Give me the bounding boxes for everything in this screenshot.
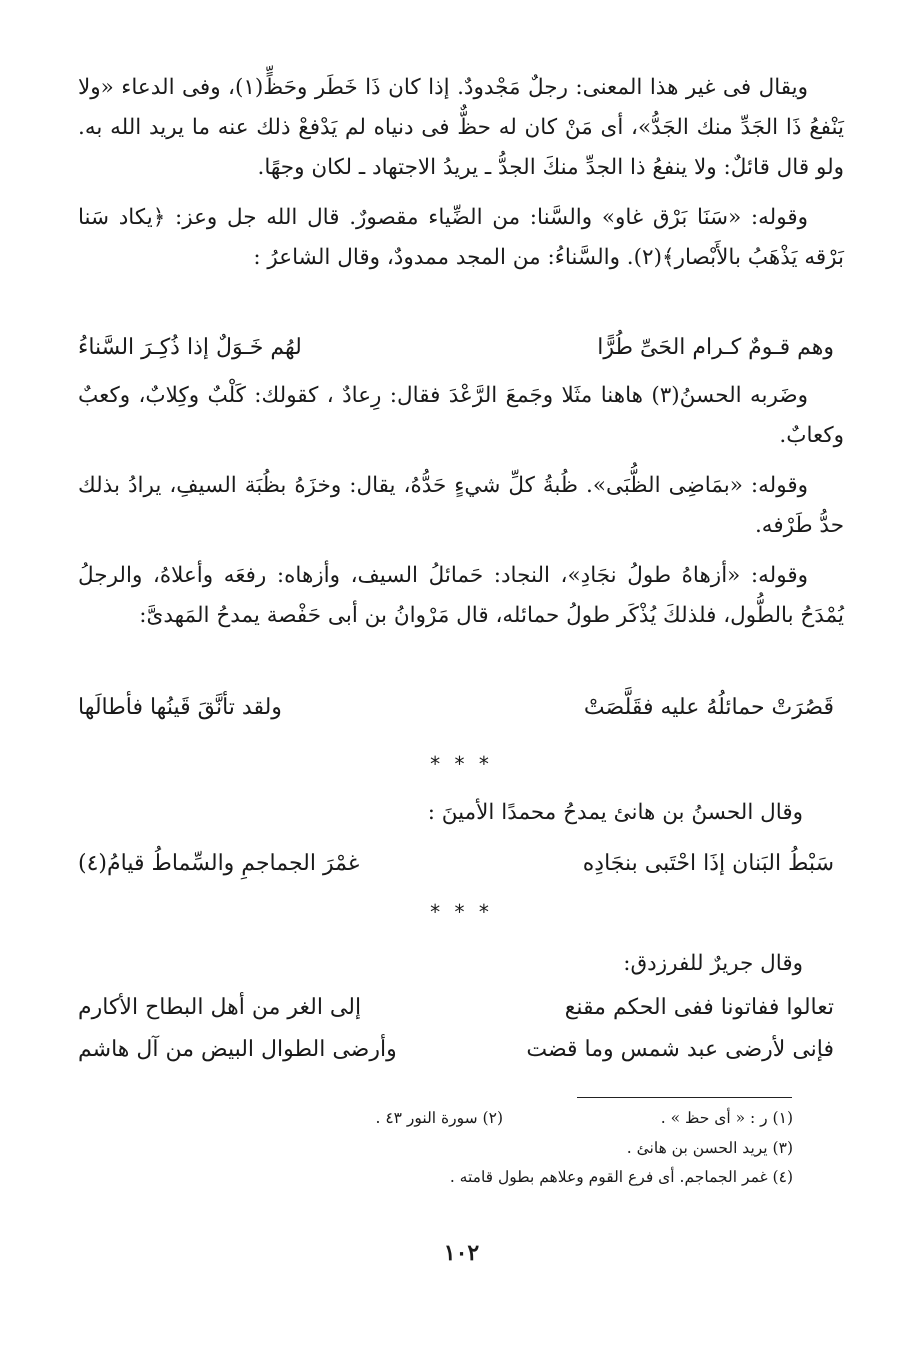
paragraph-block-2: [78, 376, 844, 636]
verse-line-1: [78, 330, 844, 366]
verse-line-4b: [78, 1032, 844, 1068]
footnote-2: (٢) سورة النور ٤٣ .: [375, 1109, 503, 1127]
paragraph-raad: وضَربه الحسنُ(٣) هاهنا مثَلا وجَمعَ الرَّعْدَ فقال: رِعادٌ ، كقولك: كَلْبٌ وكِلابٌ، وكعبٌ وكعابٌ.: [78, 383, 844, 448]
paragraph-zuba: وقوله: «بمَاضِى الظُّبَى». ظُبةُ كلِّ شيءٍ حَدُّهُ، يقال: وخزَهُ بظُبَة السيفِ، يرادُ بذلك حدُّ طَرْفه.: [78, 473, 844, 538]
paragraph-sana: وقوله: «سَنَا بَرْق غاو» والسَّنا: من الضِّياء مقصورٌ. قال الله جل وعز: ﴿يكاد سَنا بَرْقه يَذْهَبُ بالأَبْصار﴾(٢). والسَّناءُ: من المجد ممدودٌ، وقال الشاعرُ :: [78, 205, 844, 270]
verse-first-hemistich: فإنى لأرضى عبد شمس وما قضت: [526, 1037, 834, 1062]
verse-line-3: [78, 846, 844, 882]
poem-intro-jarir: وقال جريرٌ للفرزدق:: [623, 951, 803, 976]
verse-second-hemistich: لهُم خَـوَلٌ إذا ذُكِـرَ السَّناءُ: [78, 335, 302, 360]
page-number: ١٠٢: [443, 1240, 480, 1266]
footnote-3: (٣) يريد الحسن بن هانئ .: [626, 1139, 793, 1157]
verse-second-hemistich: إلى الغر من أهل البطاح الأكارم: [78, 995, 362, 1020]
paragraph-jadd: ويقال فى غير هذا المعنى: رجلٌ مَجْدودٌ. إذا كان ذَا خَطَر وحَظٍّ(١)، وفى الدعاء «ولا يَنْفعُ ذَا الجَدِّ منك الجَدُّ»، أى مَنْ كان له حظٌّ فى دنياه لم يَدْفعْ ذلك عنه ما يريد الله به. ولو قال قائلٌ: ولا ينفعُ ذا الجدِّ منكَ الجدُّ ـ يريدُ الاجتهاد ـ لكان وجهًا.: [78, 75, 844, 180]
verse-line-4a: [78, 990, 844, 1026]
verse-first-hemistich: وهم قـومٌ كـرام الحَىِّ طُرًّا: [597, 335, 834, 360]
verse-first-hemistich: تعالوا ففاتونا ففى الحكم مقنع: [564, 995, 834, 1020]
paragraph-block-1: [78, 68, 844, 278]
footnote-4: (٤) غمر الجماجم. أى فرع القوم وعلاهم بطول قامته .: [449, 1168, 793, 1186]
section-separator: * * *: [430, 752, 493, 776]
verse-second-hemistich: ولقد تأنَّقَ قَينُها فأطالَها: [78, 695, 282, 720]
verse-line-2: [78, 690, 844, 726]
poem-intro-hasan: وقال الحسنُ بن هانئ يمدحُ محمدًا الأمينَ :: [427, 800, 803, 825]
verse-first-hemistich: قَصُرَتْ حمائلُهُ عليه فقَلَّصَتْ: [583, 695, 834, 720]
verse-second-hemistich: وأرضى الطوال البيض من آل هاشم: [78, 1037, 397, 1062]
verse-second-hemistich: غمْرَ الجماجمِ والسِّماطُ قيامُ(٤): [78, 851, 360, 876]
footnote-divider: [577, 1097, 792, 1098]
footnote-1: (١) ر : « أى حظ » .: [660, 1109, 793, 1127]
section-separator: * * *: [430, 900, 493, 924]
verse-first-hemistich: سَبْطُ البَنان إذَا احْتَبى بنجَادِه: [582, 851, 834, 876]
paragraph-nijad: وقوله: «أزهاهُ طولُ نجَادِ»، النجاد: حَمائلُ السيف، وأزهاه: رفعَه وأعلاهُ، والرجلُ يُمْدَحُ بالطُّول، فلذلكَ يُذْكَر طولُ حمائله، قال مَرْوانُ بن أبى حَفْصة يمدحُ المَهدىَّ:: [78, 563, 844, 628]
